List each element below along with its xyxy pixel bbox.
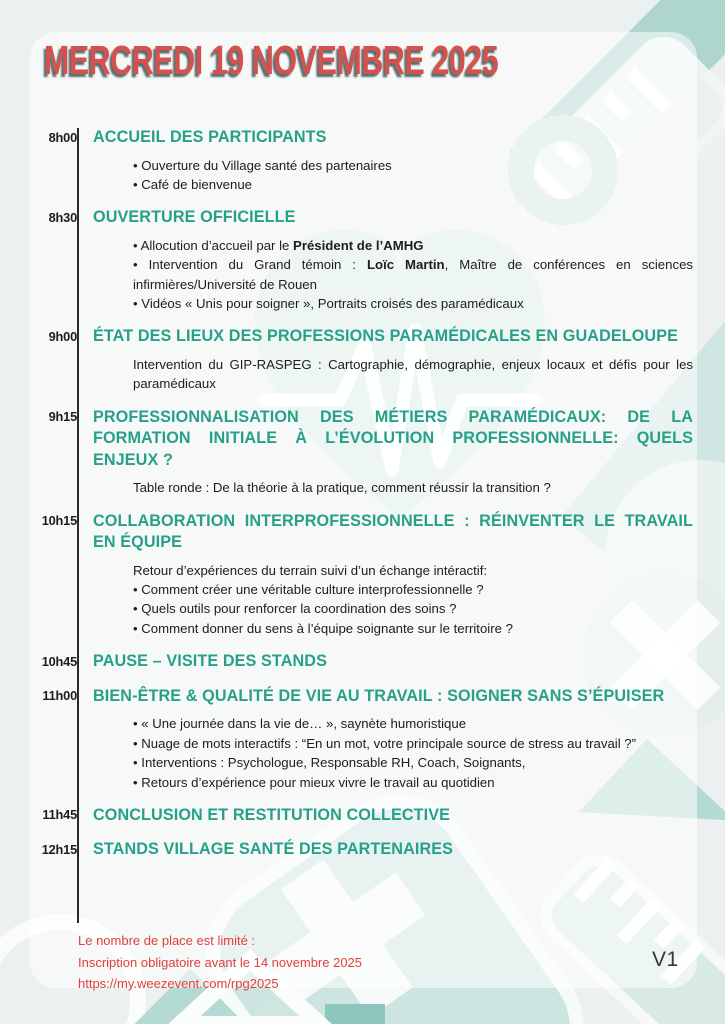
session-title: BIEN-ÊTRE & QUALITÉ DE VIE AU TRAVAIL : SOIGNER SANS S’ÉPUISER [93,686,665,705]
session-content [87,326,693,393]
schedule-item [36,839,693,861]
schedule-item [36,127,693,194]
version-label: V1 [652,948,679,971]
session-details [133,236,693,314]
footer-note-limit: Le nombre de place est limité : [78,933,256,948]
session-detail: • Nuage de mots interactifs : “En un mot, votre principale source de stress au travail ?” [133,735,637,751]
session-title: CONCLUSION ET RESTITUTION COLLECTIVE [93,805,451,824]
session-details [133,714,693,792]
schedule-item [36,407,693,498]
bullet-icon: • [133,620,142,636]
time-label: 10h15 [41,513,77,529]
bullet-icon: • [133,774,142,790]
schedule [36,127,693,874]
time-label: 8h00 [48,129,77,145]
schedule-item [36,511,693,639]
time-label: 12h15 [41,841,77,857]
bullet-icon: • [133,582,142,598]
session-title: ACCUEIL DES PARTICIPANTS [93,128,327,146]
bullet-icon: • [133,716,142,732]
session-title: STANDS VILLAGE SANTÉ DES PARTENAIRES [93,840,454,859]
session-detail: • Comment donner du sens à l’équipe soignante sur le territoire ? [133,620,513,636]
session-details [133,478,693,497]
session-title: ÉTAT DES LIEUX DES PROFESSIONS PARAMÉDICALES EN GUADELOUPE [93,327,679,346]
session-detail: • Ouverture du Village santé des partenaires [133,157,392,173]
schedule-item [36,651,693,673]
session-title: PAUSE – VISITE DES STANDS [93,652,327,671]
session-details [133,355,693,394]
bullet-icon: • [133,601,142,617]
session-detail: • Allocution d’accueil par le Président de l’AMHG [133,237,424,253]
time-label: 9h15 [48,409,77,425]
session-detail: Intervention du GIP-RASPEG : Cartographie, démographie, enjeux locaux et défis pour les paramédicaux [133,356,693,392]
bullet-icon: • [133,735,142,751]
session-content [87,127,693,194]
schedule-item [36,805,693,827]
footer-note-registration: Inscription obligatoire avant le 14 novembre 2025 [78,954,363,970]
session-detail: • Intervention du Grand témoin : Loïc Martin, Maître de conférences en sciences infirmières/Université de Rouen [133,257,694,292]
session-content [87,839,693,861]
schedule-item [36,686,693,792]
session-detail: • Interventions : Psychologue, Responsable RH, Coach, Soignants, [133,755,526,771]
session-details [133,561,693,639]
session-title: OUVERTURE OFFICIELLE [93,208,296,227]
session-content [87,407,693,498]
time-label: 8h30 [48,209,77,225]
bullet-icon: • [133,157,142,173]
schedule-item [36,326,693,393]
bullet-icon: • [133,755,142,771]
bullet-icon: • [133,237,141,253]
session-detail: • Vidéos « Unis pour soigner », Portraits croisés des paramédicaux [133,296,524,312]
session-detail: • « Une journée dans la vie de… », saynète humoristique [133,716,467,732]
session-detail: • Café de bienvenue [133,176,252,192]
time-label: 11h00 [42,688,77,704]
bullet-icon: • [133,176,142,192]
session-detail: Table ronde : De la théorie à la pratique, comment réussir la transition ? [133,480,551,496]
session-detail: • Retours d’expérience pour mieux vivre le travail au quotidien [133,774,495,790]
page-title: MERCREDI 19 NOVEMBRE 2025 [44,37,499,83]
session-detail: • Comment créer une véritable culture interprofessionnelle ? [133,582,484,598]
time-label: 10h45 [41,653,77,669]
session-detail: • Quels outils pour renforcer la coordination des soins ? [133,601,457,617]
schedule-item [36,207,693,313]
session-content [87,511,693,639]
footer-notes [78,930,362,995]
time-label: 9h00 [48,328,77,344]
session-title: PROFESSIONNALISATION DES MÉTIERS PARAMÉDICAUX: DE LA FORMATION INITIALE À L’ÉVOLUTION PROFESSIONNELLE: QUELS ENJEUX ? [93,407,693,469]
session-content [87,207,693,313]
session-detail: Retour d’expériences du terrain suivi d’un échange intéractif: [133,562,488,578]
session-details [133,156,693,195]
footer-url[interactable]: https://my.weezevent.com/rpg2025 [78,976,279,991]
bullet-icon: • [133,296,142,312]
bullet-icon: • [133,257,149,273]
session-title: COLLABORATION INTERPROFESSIONNELLE : RÉINVENTER LE TRAVAIL EN ÉQUIPE [93,511,693,552]
time-label: 11h45 [42,807,77,823]
session-content [87,686,693,792]
session-content [87,651,693,673]
session-content [87,805,693,827]
